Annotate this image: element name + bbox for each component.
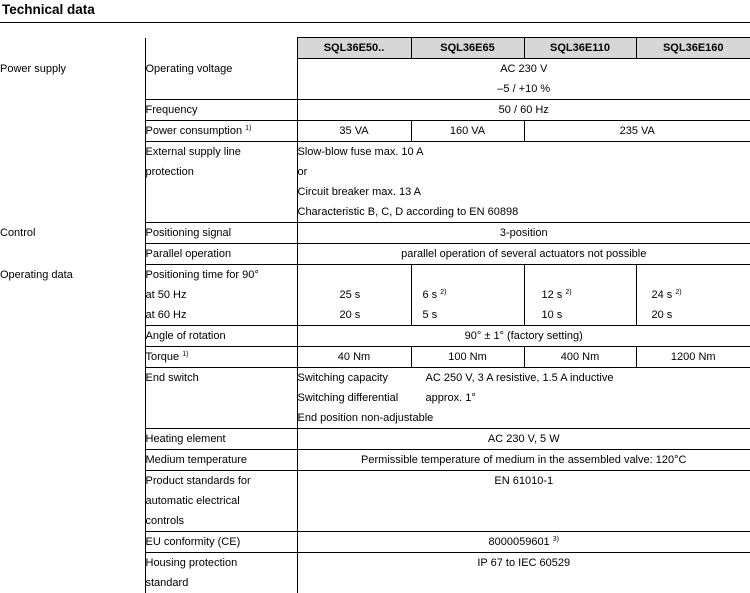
external-supply-line-1: Slow-blow fuse max. 10 A <box>297 142 750 163</box>
positioning-time-60hz-row <box>0 305 750 326</box>
footnote-ref: 1) <box>182 351 189 358</box>
frequency-label: Frequency <box>145 100 297 121</box>
medium-temperature-row <box>0 450 750 471</box>
positioning-time-50hz-label: at 50 Hz <box>145 285 297 305</box>
positioning-time-60hz-sql36e50: 20 s <box>297 305 411 326</box>
switching-differential-label: Switching differential <box>297 392 399 404</box>
housing-protection-row <box>0 573 750 593</box>
switching-differential <box>297 388 750 408</box>
switching-differential-value: approx. 1° <box>425 392 476 404</box>
torque-label: Torque <box>145 351 180 363</box>
operating-voltage-tolerance: –5 / +10 % <box>297 79 750 100</box>
external-supply-row <box>0 162 750 182</box>
group-operating-data: Operating data <box>0 268 73 281</box>
angle-of-rotation-label: Angle of rotation <box>145 326 297 347</box>
external-supply-row <box>0 142 750 163</box>
group-power-supply: Power supply <box>0 62 67 75</box>
power-consumption-row <box>0 121 750 142</box>
page-title: Technical data <box>2 2 95 17</box>
positioning-signal-row <box>0 223 750 244</box>
external-supply-line-4: Characteristic B, C, D according to EN 60898 <box>297 202 750 223</box>
column-header-sql36e160: SQL36E160 <box>636 38 750 59</box>
positioning-time-50hz-sql36e65: 6 s $^{2)}$ <box>411 285 524 305</box>
end-position-text: End position non-adjustable <box>297 408 750 429</box>
housing-protection-row <box>0 553 750 574</box>
footnote-ref: 2) <box>675 289 682 296</box>
external-supply-label: External supply line <box>145 142 297 163</box>
positioning-time-60hz-sql36e65: 5 s <box>411 305 524 326</box>
eu-conformity-value: 8000059601 $^{3)}$ <box>297 532 750 553</box>
positioning-time-50hz-sql36e110: 12 s $^{2)}$ <box>524 285 636 305</box>
parallel-operation-label: Parallel operation <box>145 244 297 265</box>
product-standards-label-cont: automatic electrical <box>145 491 297 511</box>
column-header-sql36e65: SQL36E65 <box>411 38 524 59</box>
product-standards-label: Product standards for <box>145 471 297 492</box>
operating-voltage-value: AC 230 V <box>297 59 750 80</box>
column-header-sql36e50: SQL36E50.. <box>297 38 411 59</box>
positioning-signal-value: 3-position <box>297 223 750 244</box>
product-standards-row <box>0 471 750 492</box>
frequency-value: 50 / 60 Hz <box>297 100 750 121</box>
footnote-ref: 3) <box>552 536 559 543</box>
housing-protection-label-cont: standard <box>145 573 297 593</box>
positioning-time-label: Positioning time for 90° <box>145 265 297 286</box>
external-supply-line-2: or <box>297 162 750 182</box>
heating-element-value: AC 230 V, 5 W <box>297 429 750 450</box>
external-supply-row <box>0 182 750 202</box>
product-standards-value: EN 61010-1 <box>297 471 750 492</box>
product-standards-label-cont: controls <box>145 511 297 532</box>
product-standards-row <box>0 491 750 511</box>
switching-capacity <box>297 368 750 389</box>
housing-protection-label: Housing protection <box>145 553 297 574</box>
power-consumption-sql36e65: 160 VA <box>411 121 524 142</box>
positioning-time-50hz-row <box>0 285 750 305</box>
positioning-time-50hz-sql36e50: 25 s <box>297 285 411 305</box>
positioning-time-row <box>0 265 750 286</box>
end-switch-row <box>0 408 750 429</box>
torque-sql36e65: 100 Nm <box>411 347 524 368</box>
operating-voltage-tolerance-row <box>0 79 750 100</box>
external-supply-line-3: Circuit breaker max. 13 A <box>297 182 750 202</box>
end-switch-row <box>0 368 750 389</box>
frequency-row <box>0 100 750 121</box>
positioning-time-60hz-sql36e110: 10 s <box>524 305 636 326</box>
parallel-operation-value: parallel operation of several actuators not possible <box>297 244 750 265</box>
operating-voltage-row <box>0 59 750 80</box>
angle-of-rotation-value: 90° ± 1° (factory setting) <box>297 326 750 347</box>
power-consumption-label: Power consumption <box>145 125 243 137</box>
heating-element-row <box>0 429 750 450</box>
torque-sql36e110: 400 Nm <box>524 347 636 368</box>
technical-data-table <box>0 37 750 593</box>
positioning-time-60hz-sql36e160: 20 s <box>636 305 750 326</box>
group-control: Control <box>0 226 36 239</box>
column-header-sql36e110: SQL36E110 <box>524 38 636 59</box>
switching-capacity-value: AC 250 V, 3 A resistive, 1.5 A inductive <box>425 372 614 384</box>
torque-row <box>0 347 750 368</box>
torque-sql36e160: 1200 Nm <box>636 347 750 368</box>
torque-sql36e50: 40 Nm <box>297 347 411 368</box>
operating-voltage-label: Operating voltage <box>145 59 297 80</box>
footnote-ref: 2) <box>440 289 447 296</box>
medium-temperature-value: Permissible temperature of medium in the assembled valve: 120°C <box>297 450 750 471</box>
parallel-operation-row <box>0 244 750 265</box>
table-header-row <box>0 38 750 59</box>
footnote-ref: 2) <box>565 289 572 296</box>
external-supply-label-cont: protection <box>145 162 297 182</box>
end-switch-label: End switch <box>145 368 297 389</box>
external-supply-row <box>0 202 750 223</box>
housing-protection-value: IP 67 to IEC 60529 <box>297 553 750 574</box>
switching-capacity-label: Switching capacity <box>297 372 388 384</box>
positioning-signal-label: Positioning signal <box>145 223 297 244</box>
footnote-ref: 1) <box>245 125 252 132</box>
title-divider <box>0 22 750 23</box>
medium-temperature-label: Medium temperature <box>145 450 297 471</box>
positioning-time-60hz-label: at 60 Hz <box>145 305 297 326</box>
power-consumption-sql36e110-160: 235 VA <box>524 121 750 142</box>
power-consumption-sql36e50: 35 VA <box>297 121 411 142</box>
end-switch-row <box>0 388 750 408</box>
eu-conformity-label: EU conformity (CE) <box>145 532 297 553</box>
product-standards-row <box>0 511 750 532</box>
heating-element-label: Heating element <box>145 429 297 450</box>
angle-of-rotation-row <box>0 326 750 347</box>
positioning-time-50hz-sql36e160: 24 s $^{2)}$ <box>636 285 750 305</box>
eu-conformity-row <box>0 532 750 553</box>
